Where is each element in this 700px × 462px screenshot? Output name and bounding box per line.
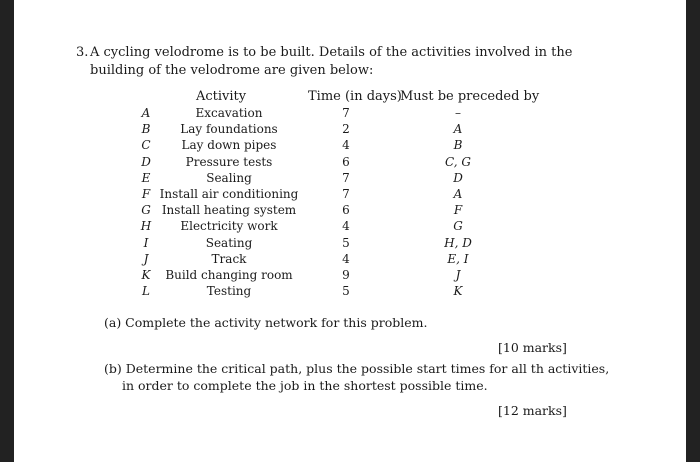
part-b-line-2: in order to complete the job in the shortest possible time.	[122, 378, 488, 393]
activity-time: 5	[342, 235, 350, 250]
activity-description: Lay down pipes	[181, 138, 277, 153]
activity-letter: D	[141, 154, 151, 169]
activity-time: 7	[342, 187, 350, 201]
activity-time: 4	[342, 251, 350, 266]
activity-letter: E	[141, 170, 151, 185]
activity-description: Sealing	[206, 170, 252, 185]
activity-predecessors: F	[453, 203, 463, 218]
activity-predecessors: E, I	[447, 251, 469, 266]
activity-predecessors: D	[453, 170, 463, 185]
activity-description: Install heating system	[161, 203, 297, 218]
part-b-marks: [12 marks]	[498, 403, 567, 418]
part-a-text: (a) Complete the activity network for this problem.	[104, 315, 428, 330]
activity-time: 2	[342, 122, 350, 137]
activity-letter: B	[141, 122, 151, 137]
header-activity: Activity	[196, 89, 247, 104]
activity-letter: F	[141, 187, 151, 201]
activity-predecessors: –	[455, 106, 461, 120]
question-number: 3.	[76, 45, 89, 60]
activity-letter: K	[141, 268, 151, 282]
activity-predecessors: H, D	[444, 235, 472, 250]
part-b-line-1: (b) Determine the critical path, plus the possible start times for all th activities,	[104, 361, 610, 376]
activity-description: Lay foundations	[180, 122, 278, 137]
header-preceded: Must be preceded by	[400, 89, 540, 104]
activity-predecessors: A	[453, 122, 463, 137]
activity-time: 7	[342, 170, 350, 185]
activity-time: 7	[342, 106, 350, 120]
activity-description: Track	[211, 251, 247, 266]
activity-letter: A	[141, 106, 151, 120]
activity-description: Pressure tests	[185, 154, 273, 169]
activity-time: 9	[342, 268, 350, 282]
activity-predecessors: K	[453, 284, 463, 299]
activity-time: 6	[342, 154, 350, 169]
activity-time: 5	[342, 284, 350, 299]
activity-predecessors: G	[453, 219, 463, 234]
activity-letter: H	[140, 219, 152, 234]
activity-letter: C	[141, 138, 151, 153]
question-stem	[76, 44, 586, 80]
document-page	[14, 0, 686, 462]
part-a-marks: [10 marks]	[498, 340, 567, 355]
question-text: A cycling velodrome is to be built. Details of the activities involved in the building of the velodrome are given below:	[90, 45, 573, 78]
activity-description: Seating	[205, 235, 253, 250]
header-time: Time (in days)	[308, 89, 402, 104]
activity-time: 4	[342, 138, 350, 153]
activity-predecessors: A	[453, 187, 463, 201]
activity-letter: J	[143, 251, 149, 266]
activity-letter: L	[142, 284, 150, 299]
activity-description: Testing	[206, 284, 252, 299]
activity-letter: I	[143, 235, 149, 250]
activity-time: 4	[342, 219, 350, 234]
activity-description: Excavation	[195, 106, 263, 120]
activity-description: Install air conditioning	[159, 187, 299, 201]
activity-predecessors: C, G	[445, 154, 471, 169]
activity-letter: G	[141, 203, 151, 218]
activity-predecessors: J	[455, 268, 461, 282]
activity-description: Electricity work	[180, 219, 278, 234]
activity-description: Build changing room	[165, 268, 293, 282]
activity-predecessors: B	[453, 138, 463, 153]
activity-time: 6	[342, 203, 350, 218]
